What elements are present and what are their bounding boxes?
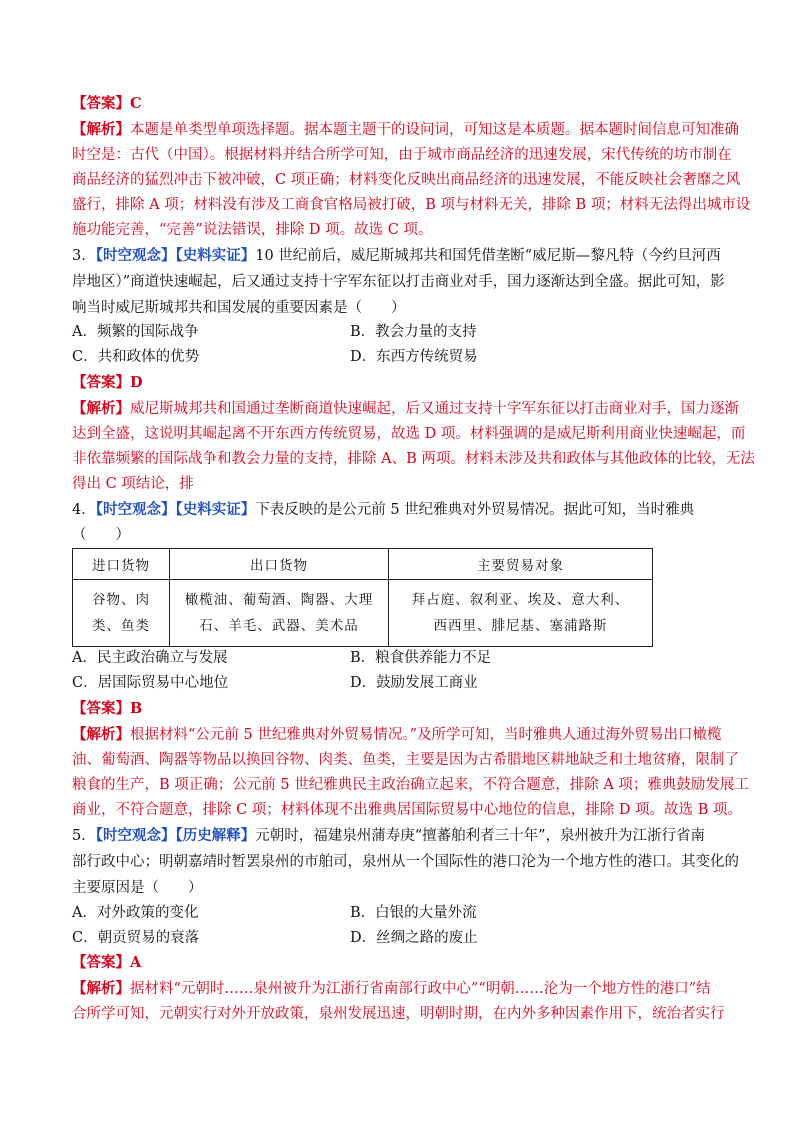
trade-table-row xyxy=(73,580,653,647)
q5-stem-line: 部行政中心；明朝嘉靖时暂罢泉州的市舶司，泉州从一个国际性的港口沦为一个地方性的港口。其变化的 xyxy=(72,854,739,870)
q4-tag-evidence: 【史料实证】 xyxy=(175,501,256,518)
q4-answer: 【答案】B xyxy=(72,700,143,717)
q3-option-b: B．教会力量的支持 xyxy=(350,324,477,340)
q4-analysis-line: 油、葡萄酒、陶器等物品以换回谷物、肉类、鱼类，主要是因为古希腊地区耕地缺乏和土地贫瘠，限制了 xyxy=(72,752,739,768)
q4-option-a: A．民主政治确立与发展 xyxy=(72,650,228,666)
q5-analysis-line: 合所学可知，元朝实行对外开放政策，泉州发展迅速，明朝时期，在内外多种因素作用下，统治者实行 xyxy=(72,1006,725,1022)
q2-analysis-line: 时空是：古代（中国）。根据材料并结合所学可知，由于城市商品经济的迅速发展，宋代传统的坊市制在 xyxy=(72,147,732,163)
q2-analysis-line: 施功能完善，“完善”说法错误，排除 D 项。故选 C 项。 xyxy=(72,222,433,238)
q3-option-a: A．频繁的国际战争 xyxy=(72,324,199,340)
q2-analysis-line: 商品经济的猛烈冲击下被冲破，C 项正确；材料变化反映出商品经济的迅速发展，不能反映社会奢靡之风 xyxy=(72,172,741,188)
q4-analysis-line: 商业，不符合题意，排除 C 项；材料体现不出雅典居国际贸易中心地位的信息，排除 D 项。故选 B 项。 xyxy=(72,802,743,818)
cell-imports: 谷物、肉 类、鱼类 xyxy=(73,580,170,647)
q3-analysis-line: 【解析】威尼斯城邦共和国通过垄断商道快速崛起，后又通过支持十字军东征以打击商业对手，国力逐渐 xyxy=(72,400,739,417)
cell-partners: 拜占庭、叙利亚、埃及、意大利、 西西里、腓尼基、塞浦路斯 xyxy=(389,580,653,647)
q3-analysis-line: 达到全盛，这说明其崛起离不开东西方传统贸易，故选 D 项。材料强调的是威尼斯利用商业快速崛起，而 xyxy=(72,426,746,442)
q2-analysis-line: 【解析】本题是单类型单项选择题。据本题主题干的设问词，可知这是本质题。据本题时间信息可知准确 xyxy=(72,121,739,138)
header-exports: 出口货物 xyxy=(170,549,389,580)
q4-analysis-line: 【解析】根据材料“公元前 5 世纪雅典对外贸易情况。”及所学可知，当时雅典人通过海外贸易出口橄榄 xyxy=(72,726,722,743)
q3-tag-spacetime: 【时空观念】 xyxy=(95,247,176,264)
q3-option-d: D．东西方传统贸易 xyxy=(350,349,478,365)
q3-option-c: C．共和政体的优势 xyxy=(72,349,200,365)
q5-analysis-line: 【解析】据材料“元朝时……泉州被升为江浙行省南部行政中心”“明朝……沦为一个地方性的港口”结 xyxy=(72,980,711,997)
q5-tag-spacetime: 【时空观念】 xyxy=(95,827,176,844)
q3-tag-evidence: 【史料实证】 xyxy=(175,247,256,264)
q5-answer: 【答案】A xyxy=(72,954,142,971)
q3-answer: 【答案】D xyxy=(72,374,143,391)
q3-stem-line: 岸地区）”商道快速崛起，后又通过支持十字军东征以打击商业对手，国力逐渐达到全盛。据此可知，影 xyxy=(72,274,725,290)
header-partners: 主要贸易对象 xyxy=(389,549,653,580)
trade-table-header-row xyxy=(73,549,653,580)
q3-stem-line: 3．【时空观念】【史料实证】10 世纪前后，威尼斯城邦共和国凭借垄断“威尼斯—黎凡特（今约旦河西 xyxy=(72,247,721,264)
q3-analysis-line: 非依靠频繁的国际战争和教会力量的支持，排除 A、B 两项。材料未涉及共和政体与其他政体的比较，无法 xyxy=(72,451,755,467)
trade-table xyxy=(72,548,653,647)
q4-option-b: B．粮食供养能力不足 xyxy=(350,650,492,666)
q4-analysis-line: 粮食的生产，B 项正确；公元前 5 世纪雅典民主政治确立起来，不符合题意，排除 A 项；雅典鼓励发展工 xyxy=(72,777,749,793)
q2-analysis-line: 盛行，排除 A 项；材料没有涉及工商食官格局被打破，B 项与材料无关，排除 B 项；材料无法得出城市设 xyxy=(72,197,751,213)
q5-tag-interpretation: 【历史解释】 xyxy=(175,827,256,844)
cell-exports: 橄榄油、葡萄酒、陶器、大理 石、羊毛、武器、美术品 xyxy=(170,580,389,647)
q3-stem-line: 响当时威尼斯城邦共和国发展的重要因素是（ ） xyxy=(72,300,406,316)
q5-option-c: C．朝贡贸易的衰落 xyxy=(72,930,200,946)
q5-option-b: B．白银的大量外流 xyxy=(350,905,477,921)
q5-option-a: A．对外政策的变化 xyxy=(72,905,199,921)
q4-option-c: C．居国际贸易中心地位 xyxy=(72,675,229,691)
q4-option-d: D．鼓励发展工商业 xyxy=(350,675,478,691)
q4-stem-line: （ ） xyxy=(72,527,130,543)
q2-answer: 【答案】C xyxy=(72,95,142,112)
q4-tag-spacetime: 【时空观念】 xyxy=(95,501,176,518)
q5-stem-line: 主要原因是（ ） xyxy=(72,880,203,896)
q5-option-d: D．丝绸之路的废止 xyxy=(350,930,478,946)
header-imports: 进口货物 xyxy=(73,549,170,580)
q5-stem-line: 5．【时空观念】【历史解释】元朝时，福建泉州蒲寿庚“擅蕃舶利者三十年”，泉州被升为江浙行省南 xyxy=(72,827,706,844)
q3-analysis-line: 得出 C 项结论，排 xyxy=(72,476,194,492)
q4-stem-line: 4．【时空观念】【史料实证】下表反映的是公元前 5 世纪雅典对外贸易情况。据此可知，当时雅典 xyxy=(72,501,695,518)
